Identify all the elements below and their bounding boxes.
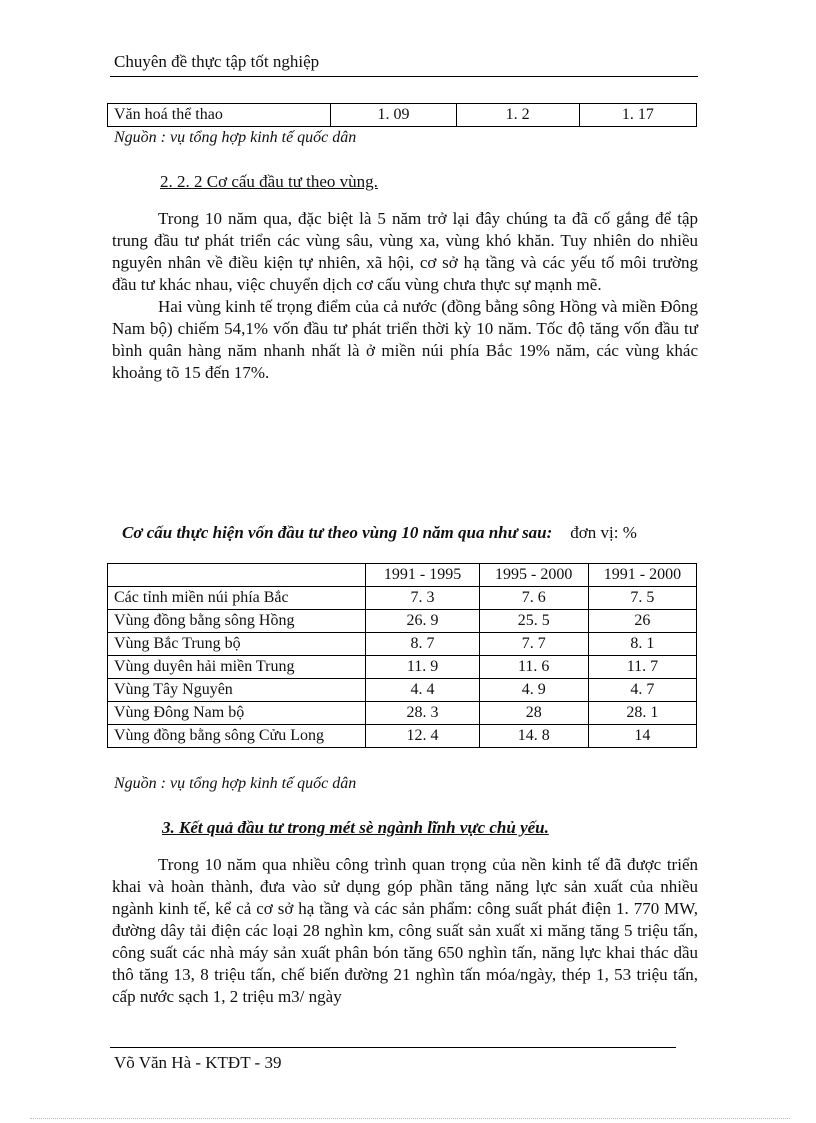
table-cell: 11. 7 <box>588 656 696 679</box>
source-note: Nguồn : vụ tổng hợp kinh tế quốc dân <box>114 775 357 792</box>
table-cell: 7. 3 <box>366 587 479 610</box>
column-header <box>108 564 366 587</box>
table-cell: 1. 2 <box>456 104 579 127</box>
table-row <box>108 587 697 610</box>
column-header: 1991 - 2000 <box>588 564 696 587</box>
table-row <box>108 656 697 679</box>
table-row <box>108 610 697 633</box>
paragraph: Hai vùng kinh tế trọng điểm của cả nước (đồng bằng sông Hồng và miền Đông Nam bộ) chiếm 54,1% vốn đầu tư phát triển thời kỳ 10 năm. Tốc độ tăng vốn đầu tư bình quân hàng năm nhanh nhất là ở miền núi phía Bắc 19% năm, các vùng khác khoảng tõ 15 đến 17%. <box>112 297 698 382</box>
table-cell: 12. 4 <box>366 725 479 748</box>
body-text-results <box>112 854 698 1008</box>
region-investment-table <box>107 563 697 748</box>
table-row <box>108 702 697 725</box>
table-cell: 14 <box>588 725 696 748</box>
table-cell: 1. 09 <box>331 104 456 127</box>
table-cell-label: Văn hoá thể thao <box>108 104 331 127</box>
table-cell: 28. 3 <box>366 702 479 725</box>
page-footer: Võ Văn Hà - KTĐT - 39 <box>114 1053 282 1072</box>
table-cell: 7. 7 <box>479 633 588 656</box>
section-heading-3: 3. Kết quả đầu tư trong mét sè ngành lĩnh vực chủ yếu. <box>162 818 549 837</box>
table-cell: 11. 6 <box>479 656 588 679</box>
footer-rule <box>110 1047 676 1048</box>
row-label: Vùng Tây Nguyên <box>108 679 366 702</box>
page-boundary <box>30 1118 790 1119</box>
table-cell: 28. 1 <box>588 702 696 725</box>
row-label: Vùng Bắc Trung bộ <box>108 633 366 656</box>
paragraph: Trong 10 năm qua nhiều công trình quan trọng của nền kinh tế đã được triển khai và hoàn thành, đưa vào sử dụng góp phần tăng năng lực sản xuất của nhiều ngành kinh tế, kể cả cơ sở hạ tầng và các sản phẩm: công suất phát điện 1. 770 MW, đường dây tải điện các loại 28 nghìn km, công suất sản xuất xi măng tăng 5 triệu tấn, công suất các nhà máy sản xuất phân bón tăng 650 nghìn tấn, năng lực khai thác dầu thô tăng 13, 8 triệu tấn, chế biến đường 21 nghìn tấn móa/ngày, thép 1, 53 triệu tấn, cấp nước sạch 1, 2 triệu m3/ ngày <box>112 855 698 1006</box>
table-row <box>108 725 697 748</box>
body-text-regions <box>112 208 698 384</box>
table-cell: 11. 9 <box>366 656 479 679</box>
top-table <box>107 103 697 127</box>
table-unit: đơn vị: % <box>570 523 637 542</box>
table-caption <box>122 523 637 543</box>
table-cell: 4. 4 <box>366 679 479 702</box>
column-header: 1995 - 2000 <box>479 564 588 587</box>
source-note: Nguồn : vụ tổng hợp kinh tế quốc dân <box>114 129 357 146</box>
table-cell: 4. 9 <box>479 679 588 702</box>
table-cell: 26 <box>588 610 696 633</box>
table-cell: 8. 7 <box>366 633 479 656</box>
paragraph: Trong 10 năm qua, đặc biệt là 5 năm trở lại đây chúng ta đã cố gắng để tập trung đầu tư phát triển các vùng sâu, vùng xa, vùng khó khăn. Tuy nhiên do nhiều nguyên nhân về điều kiện tự nhiên, xã hội, cơ sở hạ tầng và các yếu tố môi trường đầu tư khác nhau, việc chuyển dịch cơ cấu vùng chưa thực sự mạnh mẽ. <box>112 209 698 294</box>
table-cell: 28 <box>479 702 588 725</box>
table-header-row <box>108 564 697 587</box>
row-label: Vùng đồng bằng sông Cửu Long <box>108 725 366 748</box>
row-label: Vùng Đông Nam bộ <box>108 702 366 725</box>
column-header: 1991 - 1995 <box>366 564 479 587</box>
header-rule <box>110 76 698 77</box>
row-label: Các tỉnh miền núi phía Bắc <box>108 587 366 610</box>
table-cell: 7. 6 <box>479 587 588 610</box>
table-cell: 26. 9 <box>366 610 479 633</box>
table-row <box>108 104 697 127</box>
table-cell: 14. 8 <box>479 725 588 748</box>
section-heading-2-2-2: 2. 2. 2 Cơ cấu đầu tư theo vùng. <box>160 172 378 191</box>
table-cell: 25. 5 <box>479 610 588 633</box>
row-label: Vùng đồng bằng sông Hồng <box>108 610 366 633</box>
table-row <box>108 633 697 656</box>
table-row <box>108 679 697 702</box>
table-cell: 8. 1 <box>588 633 696 656</box>
table-cell: 4. 7 <box>588 679 696 702</box>
table-cell: 7. 5 <box>588 587 696 610</box>
page-header-title: Chuyên đề thực tập tốt nghiệp <box>114 52 320 71</box>
table-caption-text: Cơ cấu thực hiện vốn đầu tư theo vùng 10 năm qua như sau: <box>122 523 553 542</box>
row-label: Vùng duyên hải miền Trung <box>108 656 366 679</box>
table-cell: 1. 17 <box>579 104 696 127</box>
